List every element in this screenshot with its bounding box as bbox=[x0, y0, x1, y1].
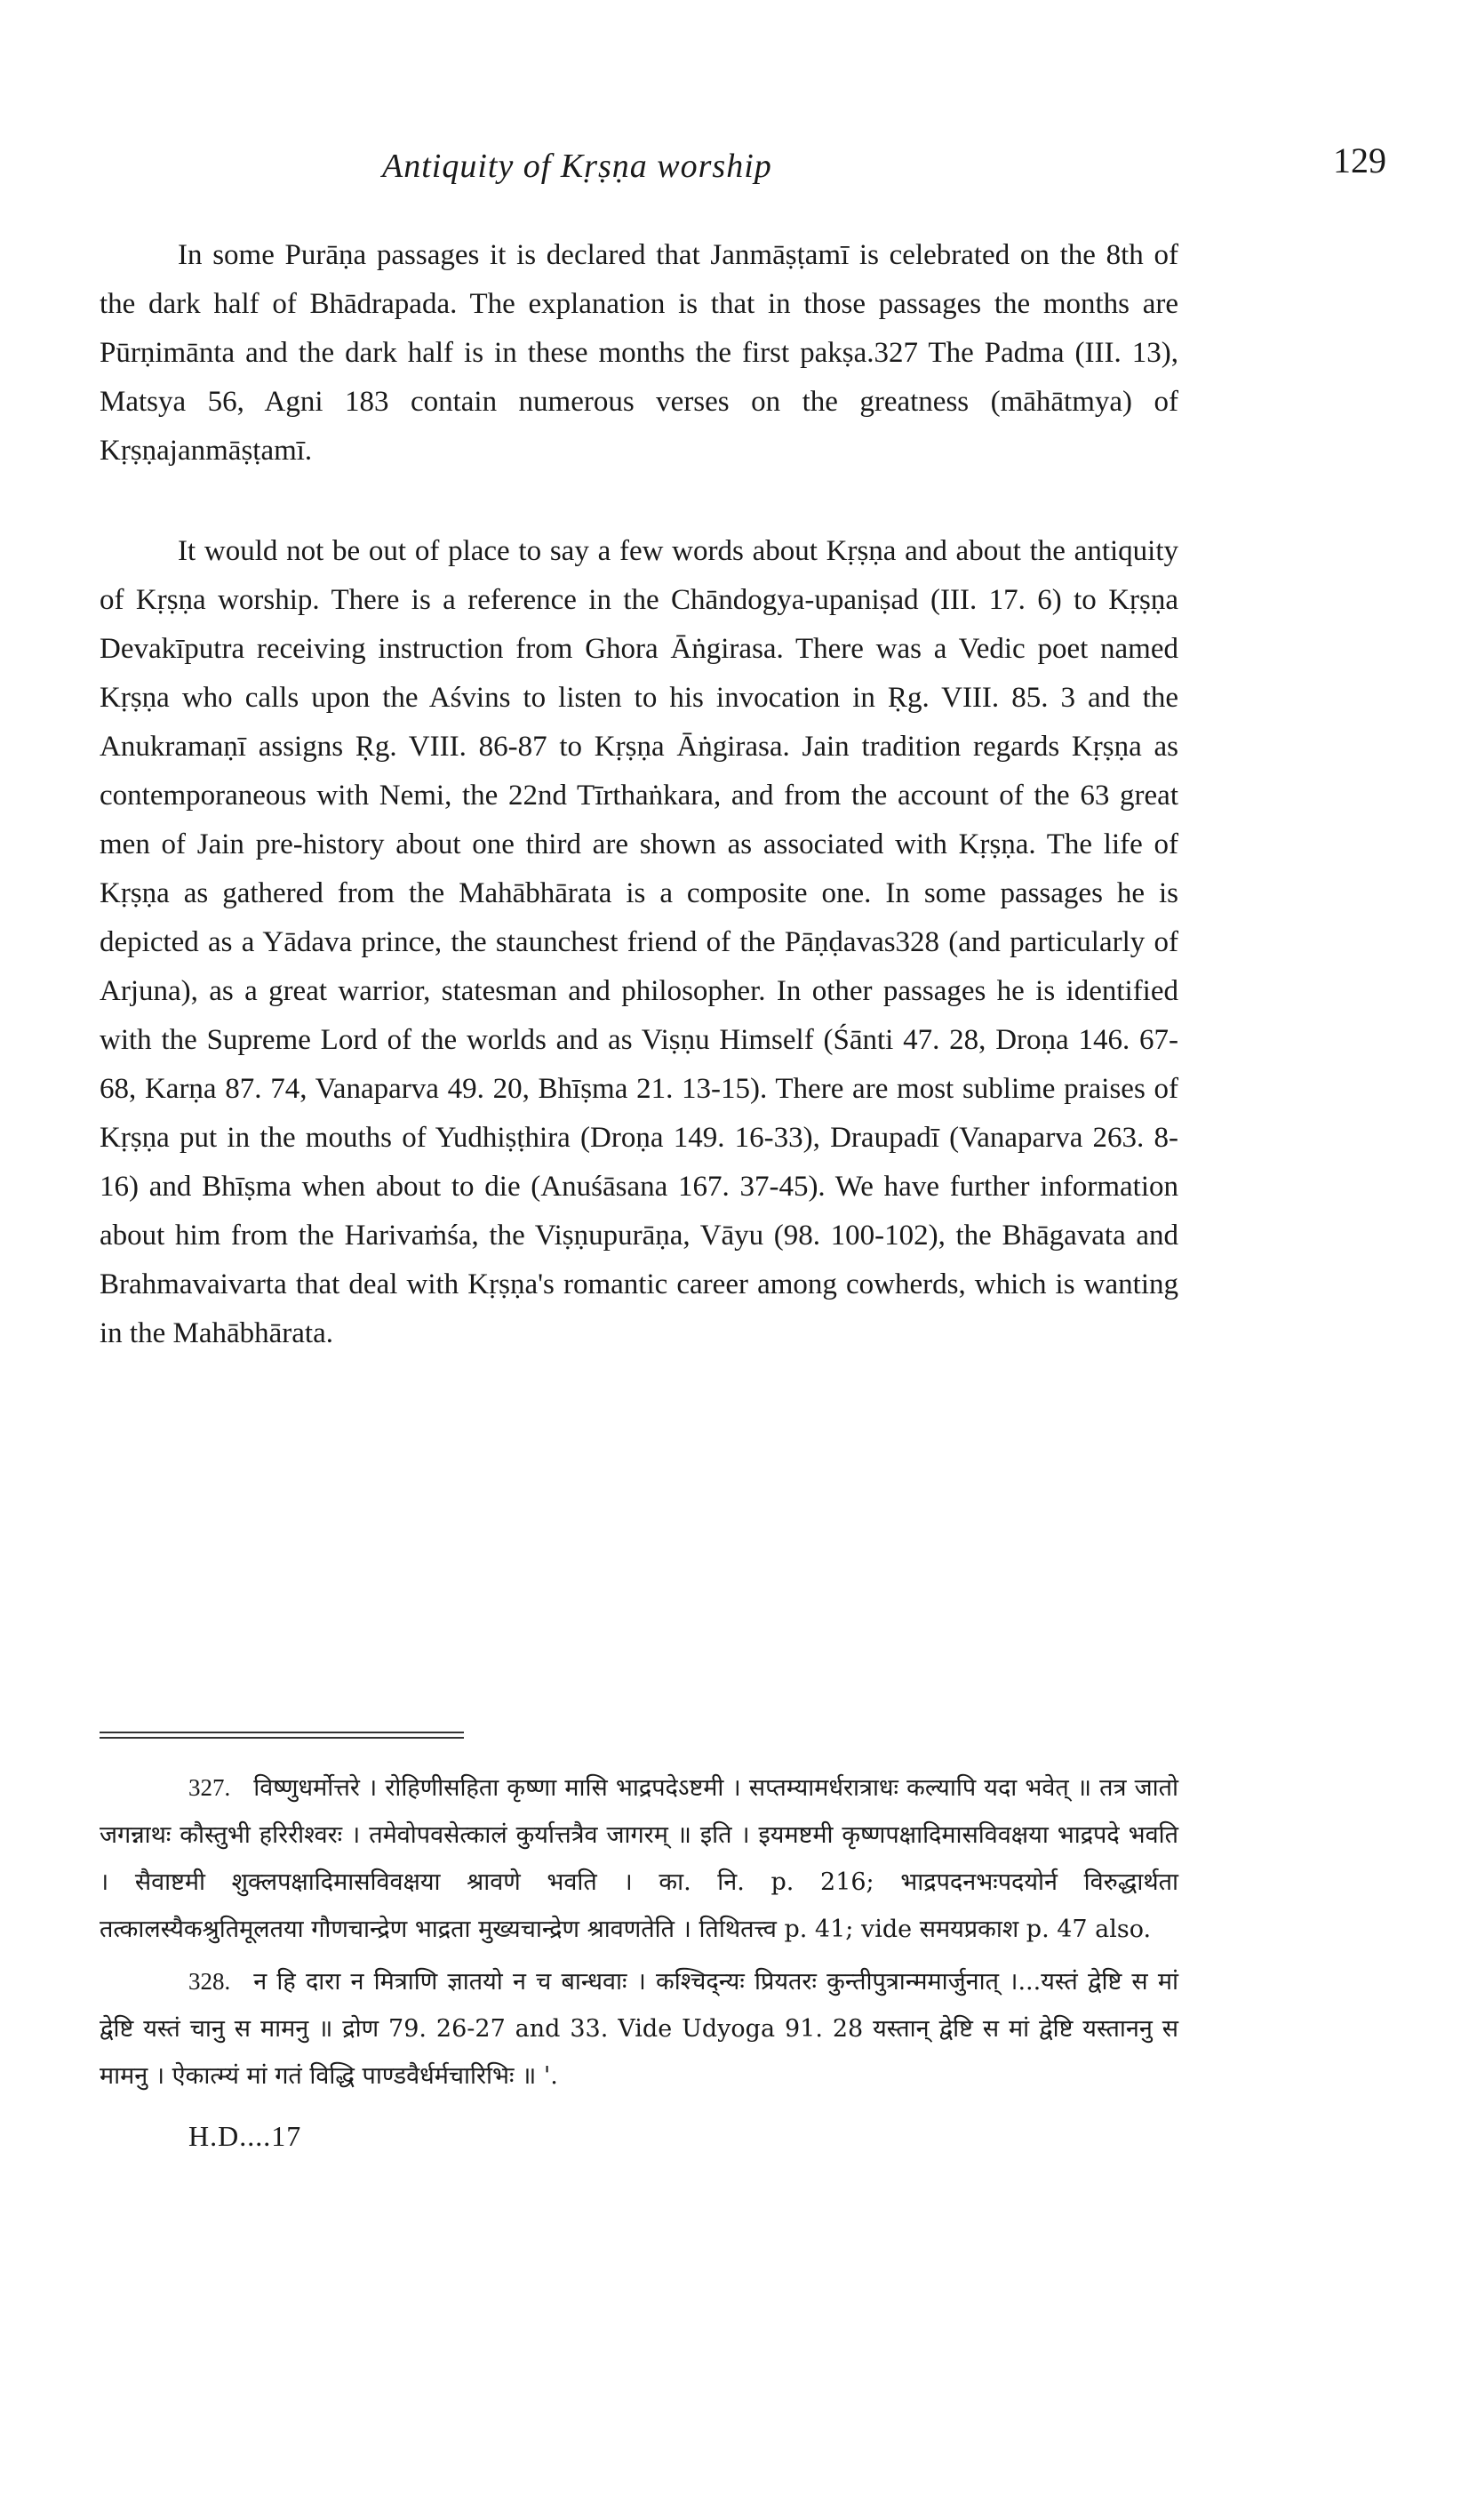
footnote-text: विष्णुधर्मोत्तरे । रोहिणीसहिता कृष्णा मासि भाद्रपदेऽष्टमी । सप्तम्यामर्धरात्राधः कल्यापि यदा भवेत् ॥ तत्र जातो जगन्नाथः कौस्तुभी हरिरीश्वरः । तमेवोपवसेत्कालं कुर्यात्तत्रैव जागरम् ॥ इति । इयमष्टमी कृष्णपक्षादिमासविवक्षया भाद्रपदे भवति । सैवाष्टमी शुक्लपक्षादिमासविवक्षया श्रावणे भवति । का. नि. p. 216; भाद्रपदनभःपदयोर्न विरुद्धार्थता तत्कालस्यैकश्रुतिमूलतया गौणचान्द्रेण भाद्रता मुख्यचान्द्रेण श्रावणतेति । तिथितत्त्व p. 41; vide समयप्रकाश p. 47 also. bbox=[100, 1774, 1178, 1943]
page-header bbox=[204, 140, 1386, 200]
footnote-number: 327. bbox=[188, 1774, 231, 1801]
footnote-number: 328. bbox=[188, 1968, 231, 1995]
main-text bbox=[100, 231, 1178, 1358]
running-title: Antiquity of Kṛṣṇa worship bbox=[382, 148, 772, 185]
paragraph-text: It would not be out of place to say a few words about Kṛṣṇa and about the antiquity of Kṛṣṇa worship. There is a reference in the Chāndogya-upaniṣad (III. 17. 6) to Kṛṣṇa Devakīputra receiving instruction from Ghora Āṅgirasa. There was a Vedic poet named Kṛṣṇa who calls upon the Aśvins to listen to his invocation in Ṛg. VIII. 85. 3 and the Anukramaṇī assigns Ṛg. VIII. 86-87 to Kṛṣṇa Āṅgirasa. Jain tradition regards Kṛṣṇa as contemporaneous with Nemi, the 22nd Tīrthaṅkara, and from the account of the 63 great men of Jain pre-history about one third are shown as associated with Kṛṣṇa. The life of Kṛṣṇa as gathered from the Mahābhārata is a composite one. In some passages he is depicted as a Yādava prince, the staunchest friend of the Pāṇḍavas328 (and particularly of Arjuna), as a great warrior, statesman and philosopher. In other passages he is identified with the Supreme Lord of the worlds and as Viṣṇu Himself (Śānti 47. 28, Droṇa 146. 67-68, Karṇa 87. 74, Vanaparva 49. 20, Bhīṣma 21. 13-15). There are most sublime praises of Kṛṣṇa put in the mouths of Yudhiṣṭhira (Droṇa 149. 16-33), Draupadī (Vanaparva 263. 8-16) and Bhīṣma when about to die (Anuśāsana 167. 37-45). We have further information about him from the Harivaṁśa, the Viṣṇupurāṇa, Vāyu (98. 100-102), the Bhāgavata and Brahmavaivarta that deal with Kṛṣṇa's romantic career among cowherds, which is wanting in the Mahābhārata. bbox=[100, 535, 1178, 1349]
footnote-divider bbox=[100, 1732, 464, 1744]
paragraph bbox=[100, 231, 1178, 476]
paragraph-text: In some Purāṇa passages it is declared that Janmāṣṭamī is celebrated on the 8th of the dark half of Bhādrapada. The explanation is that in those passages the months are Pūrṇimānta and the dark half is in these months the first pakṣa.327 The Padma (III. 13), Matsya 56, Agni 183 contain numerous verses on the greatness (māhātmya) of Kṛṣṇajanmāṣṭamī. bbox=[100, 239, 1178, 467]
footnote-text: न हि दारा न मित्राणि ज्ञातयो न च बान्धवाः । कश्चिद्न्यः प्रियतरः कुन्तीपुत्रान्ममार्जुनात् ।...यस्तं द्वेष्टि स मां द्वेष्टि यस्तं चानु स मामनु ॥ द्रोण 79. 26-27 and 33. Vide Udyoga 91. 28 यस्तान् द्वेष्टि स मां द्वेष्टि यस्ताननु स मामनु । ऐकात्म्यं मां गतं विद्धि पाण्डवैर्धर्मचारिभिः ॥ '. bbox=[100, 1968, 1178, 2090]
footnote bbox=[100, 1764, 1178, 1953]
paragraph bbox=[100, 527, 1178, 1358]
footnotes bbox=[100, 1764, 1178, 2105]
page-number: 129 bbox=[1333, 140, 1386, 180]
signature-mark: H.D....17 bbox=[188, 2120, 302, 2152]
footnote bbox=[100, 1958, 1178, 2100]
